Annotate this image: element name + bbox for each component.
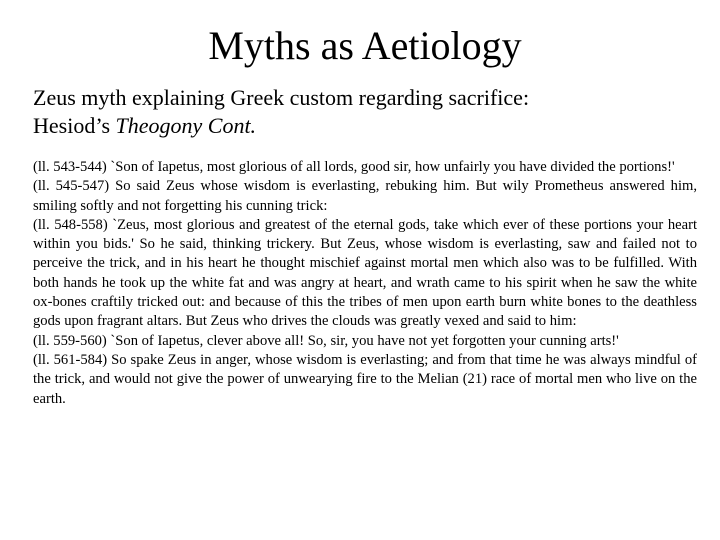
paragraph-545-547: (ll. 545-547) So said Zeus whose wisdom is everlasting, rebuking him. But wily Prometheus answered him, smiling softly and not forgetting his cunning trick: bbox=[33, 178, 697, 214]
paragraph-561-584: (ll. 561-584) So spake Zeus in anger, whose wisdom is everlasting; and from that time he was always mindful of the trick, and would not give the power of unwearying fire to the Melian (21) race of mortal men who live on the earth. bbox=[33, 351, 697, 407]
paragraph-543-544: (ll. 543-544) `Son of Iapetus, most glorious of all lords, good sir, how unfairly you have divided the portions!' bbox=[33, 159, 675, 175]
subtitle-line-1: Zeus myth explaining Greek custom regarding sacrifice: bbox=[33, 85, 530, 110]
slide-title: Myths as Aetiology bbox=[208, 23, 522, 68]
slide-subtitle bbox=[33, 84, 693, 140]
subtitle-line-2-prefix: Hesiod’s bbox=[33, 113, 116, 138]
paragraph-559-560: (ll. 559-560) `Son of Iapetus, clever above all! So, sir, you have not yet forgotten your cunning arts!' bbox=[33, 332, 619, 349]
quote-body bbox=[33, 158, 697, 409]
paragraph-548-558: (ll. 548-558) `Zeus, most glorious and greatest of the eternal gods, take which ever of these portions your heart within you bids.' So he said, thinking trickery. But Zeus, whose wisdom is everlasting, saw and failed not to perceive the trick, and in his heart he thought mischief against mortal men which also was to be fulfilled. With both hands he took up the white fat and was angry at heart, and wrath came to his spirit when he saw the white ox-bones craftily tricked out: and because of this the tribes of men upon earth burn white bones to the deathless gods upon fragrant altars. But Zeus who drives the clouds was greatly vexed and said to him: bbox=[33, 216, 697, 330]
subtitle-line-2-italic: Theogony Cont. bbox=[115, 113, 257, 138]
